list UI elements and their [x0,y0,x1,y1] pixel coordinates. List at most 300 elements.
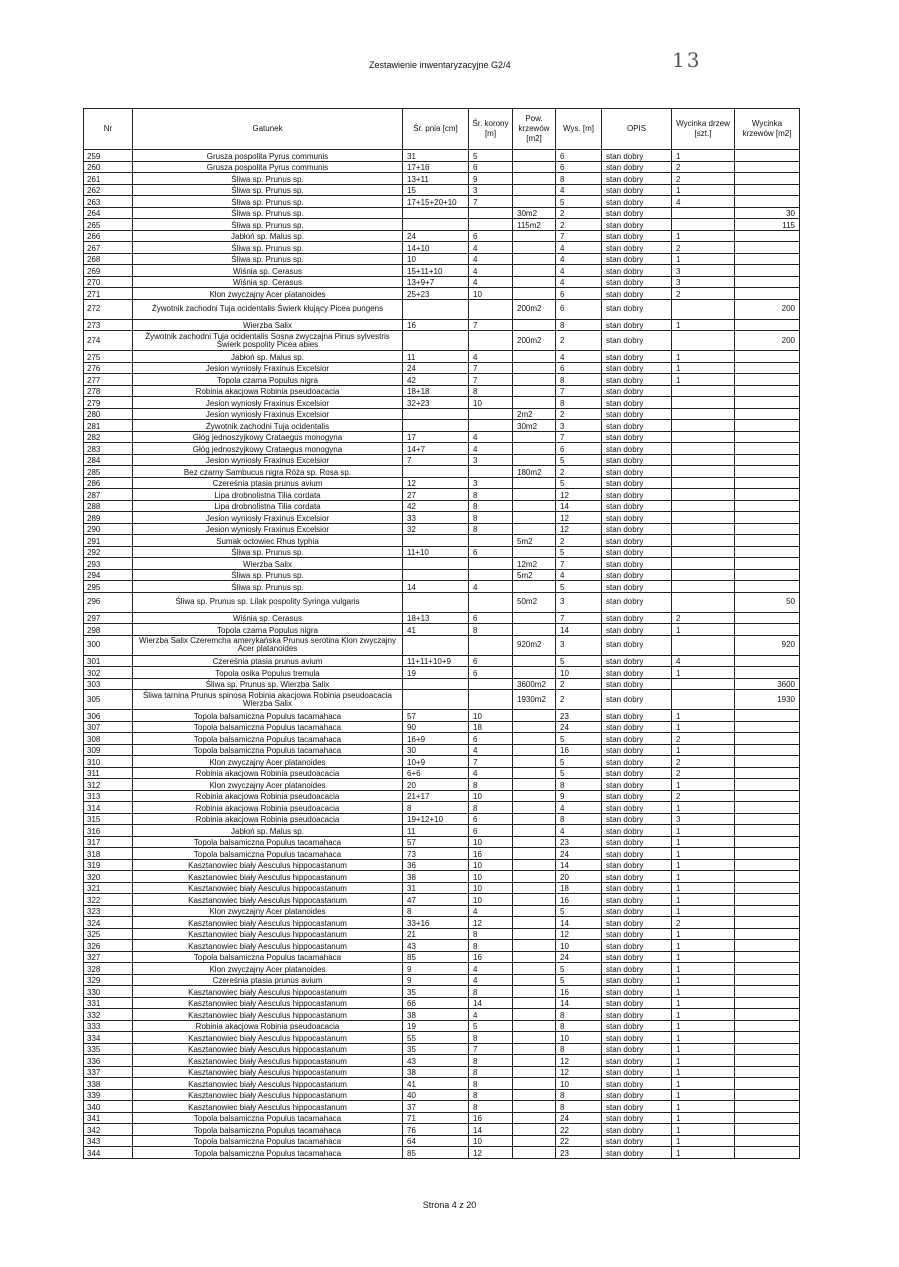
cell-wycinka-krzewow [735,1078,800,1090]
cell-opis: stan dobry [602,690,672,710]
cell-opis: stan dobry [602,1135,672,1147]
table-row [84,1089,800,1101]
cell-opis: stan dobry [602,1124,672,1136]
cell-nr: 340 [84,1101,133,1113]
cell-sr-korony: 8 [469,624,513,636]
cell-wys: 5 [556,756,602,768]
cell-wycinka-drzew [672,592,735,612]
cell-wys: 2 [556,466,602,478]
table-row [84,624,800,636]
table-row [84,767,800,779]
table-row [84,1147,800,1159]
cell-opis: stan dobry [602,161,672,173]
cell-wycinka-krzewow [735,997,800,1009]
cell-wys: 5 [556,767,602,779]
cell-wycinka-drzew: 1 [672,848,735,860]
table-row [84,1066,800,1078]
cell-pow-krzewow [513,928,556,940]
table-row [84,1135,800,1147]
cell-sr-pnia [403,408,469,420]
cell-wycinka-krzewow [735,667,800,679]
cell-opis: stan dobry [602,1089,672,1101]
cell-wycinka-krzewow [735,986,800,998]
table-row [84,997,800,1009]
cell-wycinka-drzew [672,408,735,420]
cell-gatunek: Jabłoń sp. Malus sp. [133,230,403,242]
cell-wys: 23 [556,1147,602,1159]
cell-wycinka-drzew: 1 [672,374,735,386]
cell-wys: 18 [556,882,602,894]
cell-nr: 327 [84,951,133,963]
cell-gatunek: Topola balsamiczna Populus tacamahaca [133,951,403,963]
cell-wys: 8 [556,779,602,791]
cell-wycinka-drzew [672,690,735,710]
cell-wycinka-krzewow [735,173,800,185]
cell-wycinka-krzewow [735,1020,800,1032]
cell-opis: stan dobry [602,905,672,917]
cell-opis: stan dobry [602,710,672,722]
cell-sr-pnia: 27 [403,489,469,501]
cell-wys: 16 [556,744,602,756]
cell-wycinka-krzewow [735,477,800,489]
cell-nr: 344 [84,1147,133,1159]
cell-wys: 2 [556,219,602,231]
cell-pow-krzewow [513,1089,556,1101]
cell-nr: 342 [84,1124,133,1136]
cell-wycinka-drzew: 4 [672,196,735,208]
cell-wycinka-drzew: 1 [672,951,735,963]
cell-wycinka-krzewow [735,1009,800,1021]
cell-wycinka-krzewow [735,397,800,409]
cell-wycinka-krzewow [735,558,800,570]
cell-gatunek: Kasztanowiec biały Aesculus hippocastanum [133,1009,403,1021]
cell-sr-korony: 7 [469,1043,513,1055]
cell-opis: stan dobry [602,667,672,679]
cell-opis: stan dobry [602,963,672,975]
cell-sr-korony [469,299,513,319]
cell-gatunek: Kasztanowiec biały Aesculus hippocastanum [133,986,403,998]
cell-sr-korony [469,558,513,570]
cell-pow-krzewow [513,744,556,756]
cell-pow-krzewow [513,489,556,501]
cell-opis: stan dobry [602,767,672,779]
cell-wys: 8 [556,1089,602,1101]
cell-wycinka-krzewow [735,825,800,837]
table-row [84,443,800,455]
cell-wys: 5 [556,454,602,466]
cell-wycinka-drzew: 1 [672,882,735,894]
cell-wycinka-krzewow [735,710,800,722]
cell-sr-pnia: 43 [403,940,469,952]
cell-wycinka-drzew [672,397,735,409]
cell-wycinka-drzew: 1 [672,710,735,722]
cell-wys: 3 [556,592,602,612]
cell-wycinka-krzewow [735,184,800,196]
cell-gatunek: Grusza pospolita Pyrus communis [133,161,403,173]
cell-wys: 5 [556,477,602,489]
cell-wys: 8 [556,397,602,409]
cell-wycinka-drzew: 2 [672,612,735,624]
cell-wycinka-krzewow [735,319,800,331]
cell-wycinka-drzew [672,477,735,489]
cell-wycinka-drzew [672,489,735,501]
cell-pow-krzewow [513,319,556,331]
cell-wys: 14 [556,997,602,1009]
cell-wys: 2 [556,678,602,690]
cell-wycinka-drzew [672,454,735,466]
cell-pow-krzewow [513,230,556,242]
cell-sr-pnia [403,331,469,351]
cell-opis: stan dobry [602,1032,672,1044]
cell-opis: stan dobry [602,813,672,825]
cell-sr-pnia: 71 [403,1112,469,1124]
cell-gatunek: Śliwa sp. Prunus sp. [133,219,403,231]
cell-opis: stan dobry [602,624,672,636]
table-body [84,150,800,1159]
cell-wys: 8 [556,374,602,386]
cell-sr-korony [469,678,513,690]
table-row [84,265,800,277]
cell-wys: 5 [556,733,602,745]
cell-wys: 2 [556,535,602,547]
cell-opis: stan dobry [602,986,672,998]
cell-sr-korony: 8 [469,779,513,791]
cell-nr: 276 [84,362,133,374]
cell-sr-korony: 4 [469,1009,513,1021]
cell-opis: stan dobry [602,678,672,690]
cell-gatunek: Czereśnia ptasia prunus avium [133,974,403,986]
cell-wycinka-krzewow [735,288,800,300]
cell-wys: 14 [556,624,602,636]
cell-nr: 301 [84,655,133,667]
cell-sr-korony: 4 [469,431,513,443]
table-row [84,612,800,624]
cell-wycinka-krzewow [735,1089,800,1101]
cell-sr-pnia: 33 [403,512,469,524]
cell-opis: stan dobry [602,1055,672,1067]
cell-sr-pnia: 18+13 [403,612,469,624]
cell-nr: 264 [84,207,133,219]
cell-pow-krzewow [513,385,556,397]
cell-nr: 294 [84,569,133,581]
table-row [84,569,800,581]
table-row [84,477,800,489]
cell-wycinka-drzew [672,558,735,570]
cell-pow-krzewow [513,362,556,374]
cell-opis: stan dobry [602,1043,672,1055]
cell-wycinka-krzewow [735,512,800,524]
cell-sr-pnia: 11+10 [403,546,469,558]
cell-nr: 259 [84,150,133,162]
cell-gatunek: Wiśnia sp. Cerasus [133,265,403,277]
cell-wycinka-krzewow [735,882,800,894]
cell-opis: stan dobry [602,1078,672,1090]
cell-sr-korony: 10 [469,288,513,300]
cell-opis: stan dobry [602,523,672,535]
cell-wycinka-drzew [672,420,735,432]
table-row [84,733,800,745]
cell-nr: 311 [84,767,133,779]
cell-nr: 308 [84,733,133,745]
cell-sr-korony: 14 [469,1124,513,1136]
cell-sr-korony: 4 [469,351,513,363]
table-row [84,1124,800,1136]
cell-nr: 272 [84,299,133,319]
cell-gatunek: Śliwa sp. Prunus sp. [133,207,403,219]
cell-pow-krzewow [513,196,556,208]
cell-gatunek: Głóg jednoszyjkowy Crataegus monogyna [133,443,403,455]
cell-opis: stan dobry [602,489,672,501]
table-row [84,253,800,265]
cell-nr: 309 [84,744,133,756]
cell-nr: 267 [84,242,133,254]
cell-sr-korony: 8 [469,385,513,397]
cell-wys: 8 [556,1020,602,1032]
cell-sr-pnia: 33+16 [403,917,469,929]
cell-sr-pnia: 19+12+10 [403,813,469,825]
cell-wycinka-drzew: 1 [672,1043,735,1055]
cell-nr: 305 [84,690,133,710]
cell-wys: 24 [556,721,602,733]
cell-nr: 291 [84,535,133,547]
cell-nr: 289 [84,512,133,524]
cell-nr: 306 [84,710,133,722]
table-row [84,512,800,524]
cell-sr-pnia [403,420,469,432]
cell-wycinka-krzewow [735,546,800,558]
cell-gatunek: Grusza pospolita Pyrus communis [133,150,403,162]
cell-nr: 269 [84,265,133,277]
cell-sr-korony [469,207,513,219]
cell-sr-korony: 10 [469,710,513,722]
cell-wycinka-krzewow [735,374,800,386]
cell-gatunek: Kasztanowiec biały Aesculus hippocastanum [133,1101,403,1113]
cell-wycinka-drzew: 3 [672,265,735,277]
table-row [84,454,800,466]
col-header-opis: OPIS [602,109,672,150]
cell-nr: 284 [84,454,133,466]
cell-wycinka-drzew [672,431,735,443]
cell-wycinka-drzew [672,512,735,524]
cell-pow-krzewow [513,836,556,848]
cell-sr-pnia: 73 [403,848,469,860]
cell-wycinka-krzewow [735,612,800,624]
table-row [84,276,800,288]
cell-pow-krzewow [513,1078,556,1090]
cell-sr-pnia [403,299,469,319]
cell-sr-korony: 4 [469,581,513,593]
table-row [84,1055,800,1067]
cell-sr-korony: 8 [469,500,513,512]
table-row [84,756,800,768]
cell-sr-pnia: 17 [403,431,469,443]
cell-gatunek: Klon zwyczajny Acer platanoides [133,963,403,975]
cell-gatunek: Kasztanowiec biały Aesculus hippocastanum [133,894,403,906]
table-row [84,150,800,162]
cell-wys: 8 [556,319,602,331]
cell-sr-korony: 7 [469,362,513,374]
cell-wycinka-krzewow [735,1032,800,1044]
cell-opis: stan dobry [602,351,672,363]
cell-pow-krzewow: 3600m2 [513,678,556,690]
cell-gatunek: Jabłoń sp. Malus sp. [133,825,403,837]
cell-pow-krzewow [513,1124,556,1136]
cell-nr: 266 [84,230,133,242]
cell-nr: 343 [84,1135,133,1147]
cell-wys: 5 [556,655,602,667]
cell-nr: 274 [84,331,133,351]
cell-pow-krzewow [513,397,556,409]
table-row [84,207,800,219]
cell-sr-pnia: 19 [403,1020,469,1032]
cell-nr: 281 [84,420,133,432]
cell-sr-pnia: 15+11+10 [403,265,469,277]
cell-wys: 5 [556,196,602,208]
cell-wys: 10 [556,940,602,952]
cell-wycinka-drzew: 2 [672,288,735,300]
cell-wys: 24 [556,951,602,963]
cell-gatunek: Śliwa tarnina Prunus spinosa Robinia akacjowa Robinia pseudoacacia Wierzba Salix [133,690,403,710]
cell-nr: 285 [84,466,133,478]
cell-sr-pnia: 85 [403,1147,469,1159]
cell-wys: 4 [556,253,602,265]
cell-wycinka-krzewow [735,917,800,929]
cell-sr-pnia: 13+9+7 [403,276,469,288]
cell-sr-korony: 4 [469,744,513,756]
cell-gatunek: Robinia akacjowa Robinia pseudoacacia [133,813,403,825]
table-row [84,928,800,940]
cell-gatunek: Topola balsamiczna Populus tacamahaca [133,1112,403,1124]
cell-sr-korony: 4 [469,265,513,277]
cell-nr: 316 [84,825,133,837]
cell-opis: stan dobry [602,196,672,208]
cell-gatunek: Topola balsamiczna Populus tacamahaca [133,1135,403,1147]
cell-nr: 319 [84,859,133,871]
cell-sr-korony: 10 [469,790,513,802]
cell-pow-krzewow [513,374,556,386]
cell-sr-korony: 5 [469,1020,513,1032]
cell-wycinka-drzew: 1 [672,253,735,265]
cell-wycinka-drzew: 1 [672,230,735,242]
cell-gatunek: Sumak octowiec Rhus typhia [133,535,403,547]
cell-wycinka-drzew: 1 [672,624,735,636]
cell-wys: 7 [556,558,602,570]
cell-wycinka-krzewow [735,836,800,848]
table-row [84,1032,800,1044]
table-row [84,351,800,363]
cell-wys: 12 [556,523,602,535]
cell-pow-krzewow: 30m2 [513,207,556,219]
cell-wycinka-krzewow [735,940,800,952]
cell-wycinka-drzew: 2 [672,242,735,254]
cell-sr-korony [469,408,513,420]
cell-gatunek: Wierzba Salix [133,319,403,331]
cell-wycinka-krzewow [735,362,800,374]
cell-pow-krzewow [513,1032,556,1044]
cell-wys: 10 [556,1078,602,1090]
cell-pow-krzewow [513,150,556,162]
cell-wys: 12 [556,489,602,501]
cell-opis: stan dobry [602,288,672,300]
cell-pow-krzewow [513,859,556,871]
cell-pow-krzewow [513,581,556,593]
cell-gatunek: Lipa drobnolistna Tilia cordata [133,500,403,512]
cell-pow-krzewow: 12m2 [513,558,556,570]
cell-sr-pnia: 14 [403,581,469,593]
cell-pow-krzewow [513,242,556,254]
cell-wycinka-drzew: 1 [672,721,735,733]
cell-opis: stan dobry [602,779,672,791]
cell-opis: stan dobry [602,848,672,860]
cell-sr-korony: 6 [469,230,513,242]
cell-gatunek: Wiśnia sp. Cerasus [133,276,403,288]
cell-opis: stan dobry [602,1112,672,1124]
cell-sr-korony: 6 [469,733,513,745]
cell-gatunek: Robinia akacjowa Robinia pseudoacacia [133,767,403,779]
cell-opis: stan dobry [602,535,672,547]
cell-sr-pnia: 24 [403,362,469,374]
cell-sr-pnia: 17+15+20+10 [403,196,469,208]
cell-opis: stan dobry [602,299,672,319]
cell-sr-pnia: 15 [403,184,469,196]
cell-sr-korony [469,420,513,432]
cell-sr-korony: 14 [469,997,513,1009]
cell-wycinka-krzewow [735,813,800,825]
cell-nr: 287 [84,489,133,501]
cell-wys: 5 [556,546,602,558]
cell-sr-korony: 8 [469,1066,513,1078]
cell-nr: 337 [84,1066,133,1078]
cell-wycinka-drzew: 1 [672,779,735,791]
cell-gatunek: Kasztanowiec biały Aesculus hippocastanum [133,871,403,883]
cell-gatunek: Śliwa sp. Prunus sp. Wierzba Salix [133,678,403,690]
cell-pow-krzewow [513,655,556,667]
cell-wys: 12 [556,512,602,524]
cell-opis: stan dobry [602,756,672,768]
cell-pow-krzewow [513,733,556,745]
cell-wys: 23 [556,710,602,722]
cell-nr: 263 [84,196,133,208]
cell-wycinka-krzewow [735,523,800,535]
cell-opis: stan dobry [602,635,672,655]
cell-wycinka-krzewow [735,569,800,581]
cell-opis: stan dobry [602,997,672,1009]
cell-nr: 310 [84,756,133,768]
table-row [84,1101,800,1113]
cell-wycinka-krzewow [735,859,800,871]
table-row [84,710,800,722]
table-row [84,1112,800,1124]
cell-sr-korony: 16 [469,951,513,963]
cell-pow-krzewow [513,253,556,265]
cell-wys: 5 [556,974,602,986]
cell-wycinka-krzewow [735,1066,800,1078]
cell-sr-pnia [403,690,469,710]
cell-sr-pnia: 41 [403,1078,469,1090]
cell-opis: stan dobry [602,431,672,443]
cell-sr-pnia: 9 [403,974,469,986]
col-header-wys: Wys. [m] [556,109,602,150]
table-row [84,951,800,963]
cell-sr-pnia [403,678,469,690]
cell-pow-krzewow [513,779,556,791]
cell-wys: 14 [556,500,602,512]
cell-wycinka-krzewow: 3600 [735,678,800,690]
cell-wys: 12 [556,1055,602,1067]
cell-wycinka-krzewow: 920 [735,635,800,655]
table-row [84,184,800,196]
cell-sr-korony [469,466,513,478]
